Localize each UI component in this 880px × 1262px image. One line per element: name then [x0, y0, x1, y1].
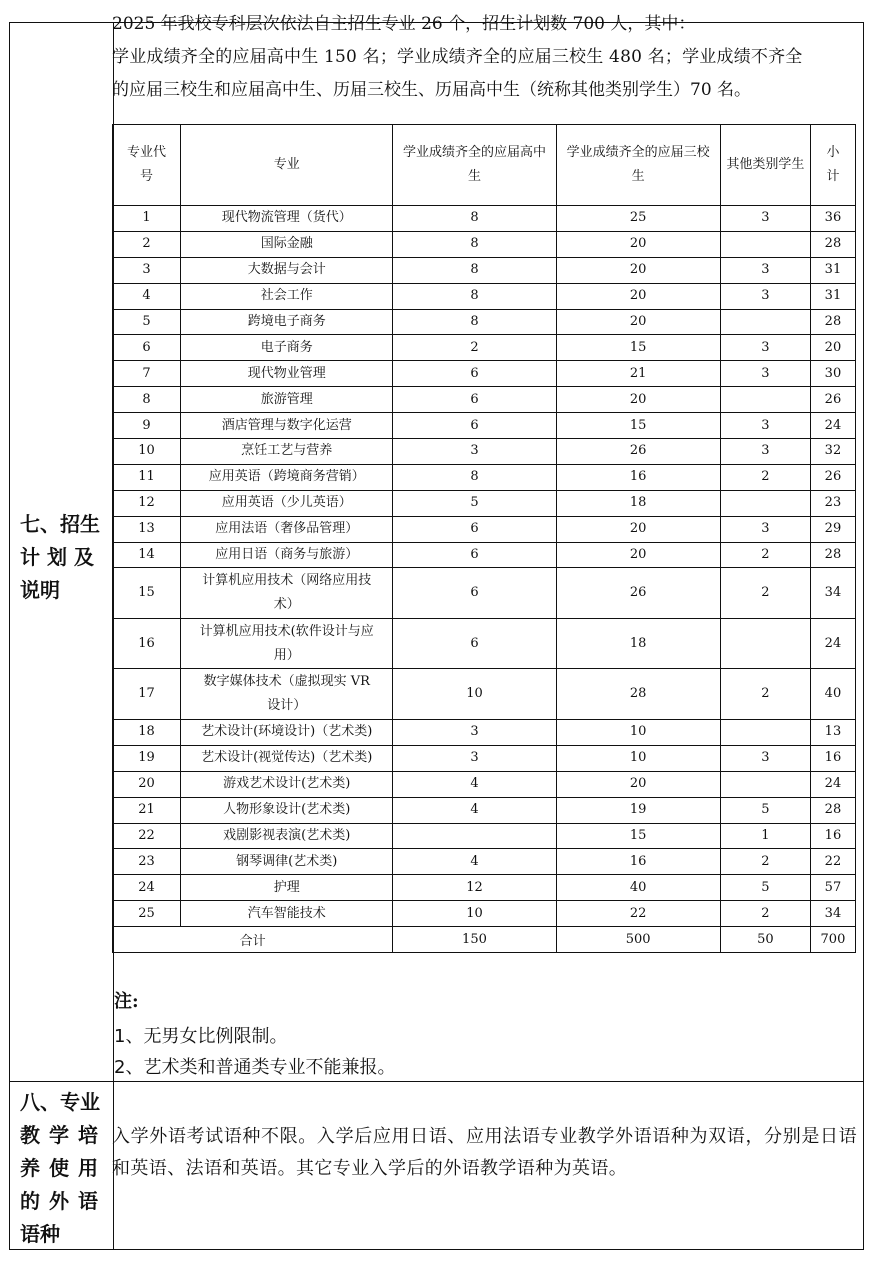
row-highschool: 10: [393, 901, 556, 927]
table-row: [113, 283, 856, 309]
row-total: 26: [810, 387, 855, 413]
row-total: 34: [810, 568, 855, 619]
row-sanxiao: 19: [556, 797, 720, 823]
row-code: 18: [113, 719, 181, 745]
table-row: [113, 719, 856, 745]
section8-label: [10, 1086, 113, 1251]
row-other: 2: [720, 901, 810, 927]
row-sanxiao: 40: [556, 875, 720, 901]
section8-label-line: 的外语: [20, 1189, 98, 1213]
row-highschool: 4: [393, 797, 556, 823]
row-other: 2: [720, 669, 810, 720]
row-sanxiao: 25: [556, 206, 720, 232]
row-sanxiao: 26: [556, 568, 720, 619]
row-other: 3: [720, 206, 810, 232]
row-other: 3: [720, 413, 810, 439]
row-major: 艺术设计(环境设计)（艺术类): [181, 719, 393, 745]
row-other: 1: [720, 823, 810, 849]
row-total: 28: [810, 309, 855, 335]
row-major: 应用英语（少儿英语）: [181, 490, 393, 516]
row-total: 26: [810, 464, 855, 490]
row-code: 22: [113, 823, 181, 849]
header-highschool: 学业成绩齐全的应届高中生: [393, 125, 556, 206]
row-highschool: 5: [393, 490, 556, 516]
table-row: [113, 387, 856, 413]
row-other: 2: [720, 464, 810, 490]
table-row: [113, 875, 856, 901]
row-sanxiao: 18: [556, 490, 720, 516]
row-sanxiao: 20: [556, 387, 720, 413]
row-sanxiao: 22: [556, 901, 720, 927]
total-highschool: 150: [393, 927, 556, 953]
row-major: [181, 669, 393, 720]
section8-label-line: 养使用: [20, 1156, 98, 1180]
row-total: 16: [810, 745, 855, 771]
row-major: 社会工作: [181, 283, 393, 309]
row-other: 3: [720, 361, 810, 387]
row-major: 现代物业管理: [181, 361, 393, 387]
row-sanxiao: 20: [556, 542, 720, 568]
row-total: 40: [810, 669, 855, 720]
row-total: 28: [810, 542, 855, 568]
row-major: 国际金融: [181, 231, 393, 257]
table-body: [113, 206, 856, 927]
row-major: 人物形象设计(艺术类): [181, 797, 393, 823]
row-sanxiao: 20: [556, 257, 720, 283]
section8-label-line: 八、专业: [20, 1090, 100, 1114]
row-major: 应用日语（商务与旅游）: [181, 542, 393, 568]
row-other: 3: [720, 439, 810, 465]
row-other: [720, 490, 810, 516]
table-row: [113, 309, 856, 335]
row-total: 32: [810, 439, 855, 465]
row-sanxiao: 16: [556, 464, 720, 490]
row-total: 24: [810, 771, 855, 797]
row-code: 3: [113, 257, 181, 283]
row-other: [720, 618, 810, 669]
row-code: 24: [113, 875, 181, 901]
row-sanxiao: 10: [556, 745, 720, 771]
row-highschool: 12: [393, 875, 556, 901]
intro-line: 学业成绩齐全的应届高中生 150 名；学业成绩齐全的应届三校生 480 名；学业成绩不齐全: [112, 47, 803, 67]
row-highschool: 4: [393, 771, 556, 797]
row-code: 9: [113, 413, 181, 439]
table-row: [113, 361, 856, 387]
row-code: 10: [113, 439, 181, 465]
row-sanxiao: 28: [556, 669, 720, 720]
row-total: 16: [810, 823, 855, 849]
row-major: 汽车智能技术: [181, 901, 393, 927]
table-row: [113, 771, 856, 797]
row-sanxiao: 20: [556, 309, 720, 335]
row-sanxiao: 15: [556, 823, 720, 849]
notes-title: 注:: [114, 991, 139, 1012]
row-major: 钢琴调律(艺术类): [181, 849, 393, 875]
row-code: 16: [113, 618, 181, 669]
table-row: [113, 618, 856, 669]
table-row: [113, 823, 856, 849]
total-label: 合计: [113, 927, 393, 953]
row-total: 28: [810, 231, 855, 257]
enrollment-plan-table: [112, 124, 856, 953]
row-code: 5: [113, 309, 181, 335]
table-row: [113, 464, 856, 490]
row-highschool: 6: [393, 516, 556, 542]
row-other: 2: [720, 849, 810, 875]
row-code: 1: [113, 206, 181, 232]
header-total: 小计: [810, 125, 855, 206]
row-total: 22: [810, 849, 855, 875]
table-row: [113, 669, 856, 720]
row-code: 4: [113, 283, 181, 309]
row-code: 23: [113, 849, 181, 875]
row-total: 31: [810, 283, 855, 309]
total-sanxiao: 500: [556, 927, 720, 953]
row-highschool: 6: [393, 568, 556, 619]
table-row: [113, 568, 856, 619]
row-total: 24: [810, 413, 855, 439]
row-highschool: 8: [393, 309, 556, 335]
table-header-row: [113, 125, 856, 206]
row-total: 31: [810, 257, 855, 283]
row-code: 6: [113, 335, 181, 361]
row-highschool: 3: [393, 745, 556, 771]
table-row: [113, 849, 856, 875]
section7-label: [10, 508, 113, 607]
section7-label-line: 计划及: [20, 545, 101, 569]
row-highschool: [393, 823, 556, 849]
row-total: 24: [810, 618, 855, 669]
row-major: 酒店管理与数字化运营: [181, 413, 393, 439]
table-total-row: [113, 927, 856, 953]
row-other: [720, 231, 810, 257]
row-code: 21: [113, 797, 181, 823]
row-highschool: 6: [393, 542, 556, 568]
row-total: 34: [810, 901, 855, 927]
table-row: [113, 516, 856, 542]
section7-label-line: 说明: [20, 578, 60, 602]
row-highschool: 8: [393, 206, 556, 232]
row-sanxiao: 20: [556, 771, 720, 797]
table-row: [113, 206, 856, 232]
intro-line: 的应届三校生和应届高中生、历届三校生、历届高中生（统称其他类别学生）70 名。: [112, 80, 752, 100]
row-major-text: 数字媒体技术（虚拟现实 VR 设计）: [203, 674, 370, 714]
row-code: 12: [113, 490, 181, 516]
foreign-language-text: 入学外语考试语种不限。入学后应用日语、应用法语专业教学外语语种为双语，分别是日语和英语、法语和英语。其它专业入学后的外语教学语种为英语。: [112, 1126, 857, 1179]
row-other: [720, 387, 810, 413]
table-row: [113, 745, 856, 771]
row-major: 戏剧影视表演(艺术类): [181, 823, 393, 849]
row-sanxiao: 10: [556, 719, 720, 745]
row-sanxiao: 20: [556, 283, 720, 309]
row-total: 36: [810, 206, 855, 232]
row-total: 13: [810, 719, 855, 745]
row-sanxiao: 15: [556, 335, 720, 361]
row-code: 8: [113, 387, 181, 413]
row-highschool: 6: [393, 413, 556, 439]
row-major: 现代物流管理（货代）: [181, 206, 393, 232]
table-row: [113, 490, 856, 516]
row-major: 应用英语（跨境商务营销）: [181, 464, 393, 490]
row-code: 19: [113, 745, 181, 771]
row-major: 游戏艺术设计(艺术类): [181, 771, 393, 797]
row-major: 应用法语（奢侈品管理）: [181, 516, 393, 542]
row-other: [720, 719, 810, 745]
row-major: [181, 568, 393, 619]
section8-label-line: 语种: [20, 1222, 60, 1246]
row-code: 7: [113, 361, 181, 387]
row-major: 护理: [181, 875, 393, 901]
table-row: [113, 797, 856, 823]
row-total: 23: [810, 490, 855, 516]
row-major: 旅游管理: [181, 387, 393, 413]
header-sanxiao: 学业成绩齐全的应届三校生: [556, 125, 720, 206]
row-code: 14: [113, 542, 181, 568]
row-highschool: 4: [393, 849, 556, 875]
row-other: 3: [720, 335, 810, 361]
table-row: [113, 901, 856, 927]
row-sanxiao: 15: [556, 413, 720, 439]
row-major: 大数据与会计: [181, 257, 393, 283]
row-other: 3: [720, 516, 810, 542]
row-code: 11: [113, 464, 181, 490]
row-major-text: 计算机应用技术（网络应用技术）: [202, 573, 372, 613]
row-total: 30: [810, 361, 855, 387]
header-code: 专业代号: [113, 125, 181, 206]
table-row: [113, 335, 856, 361]
row-other: [720, 309, 810, 335]
row-code: 25: [113, 901, 181, 927]
row-highschool: 6: [393, 618, 556, 669]
table-row: [113, 439, 856, 465]
note-item: 2、艺术类和普通类专业不能兼报。: [114, 1057, 396, 1078]
total-other: 50: [720, 927, 810, 953]
row-other: 3: [720, 257, 810, 283]
section7-label-line: 七、招生: [20, 512, 100, 536]
row-major-text: 计算机应用技术(软件设计与应用）: [199, 623, 374, 663]
row-code: 20: [113, 771, 181, 797]
table-row: [113, 413, 856, 439]
note-item: 1、无男女比例限制。: [114, 1026, 288, 1047]
row-highschool: 8: [393, 231, 556, 257]
row-major: 跨境电子商务: [181, 309, 393, 335]
total-sum: 700: [810, 927, 855, 953]
row-other: 2: [720, 568, 810, 619]
row-highschool: 6: [393, 387, 556, 413]
row-highschool: 2: [393, 335, 556, 361]
table-row: [113, 542, 856, 568]
row-major: [181, 618, 393, 669]
row-highschool: 3: [393, 439, 556, 465]
row-code: 17: [113, 669, 181, 720]
intro-line: 2025 年我校专科层次依法自主招生专业 26 个，招生计划数 700 人，其中：: [112, 14, 696, 34]
section8-label-line: 教学培: [20, 1123, 98, 1147]
row-code: 13: [113, 516, 181, 542]
row-code: 15: [113, 568, 181, 619]
row-major: 艺术设计(视觉传达)（艺术类): [181, 745, 393, 771]
row-highschool: 10: [393, 669, 556, 720]
row-sanxiao: 21: [556, 361, 720, 387]
row-sanxiao: 20: [556, 516, 720, 542]
row-highschool: 8: [393, 257, 556, 283]
row-other: 5: [720, 875, 810, 901]
table-row: [113, 231, 856, 257]
header-major: 专业: [181, 125, 393, 206]
row-sanxiao: 26: [556, 439, 720, 465]
row-total: 20: [810, 335, 855, 361]
row-total: 28: [810, 797, 855, 823]
row-other: 3: [720, 283, 810, 309]
row-highschool: 6: [393, 361, 556, 387]
row-total: 57: [810, 875, 855, 901]
table-row: [113, 257, 856, 283]
row-highschool: 8: [393, 283, 556, 309]
row-highschool: 3: [393, 719, 556, 745]
row-major: 电子商务: [181, 335, 393, 361]
row-code: 2: [113, 231, 181, 257]
row-other: 3: [720, 745, 810, 771]
row-other: [720, 771, 810, 797]
row-sanxiao: 16: [556, 849, 720, 875]
row-highschool: 8: [393, 464, 556, 490]
header-other: 其他类别学生: [720, 125, 810, 206]
row-other: 5: [720, 797, 810, 823]
row-other: 2: [720, 542, 810, 568]
row-total: 29: [810, 516, 855, 542]
row-sanxiao: 20: [556, 231, 720, 257]
row-sanxiao: 18: [556, 618, 720, 669]
row-major: 烹饪工艺与营养: [181, 439, 393, 465]
